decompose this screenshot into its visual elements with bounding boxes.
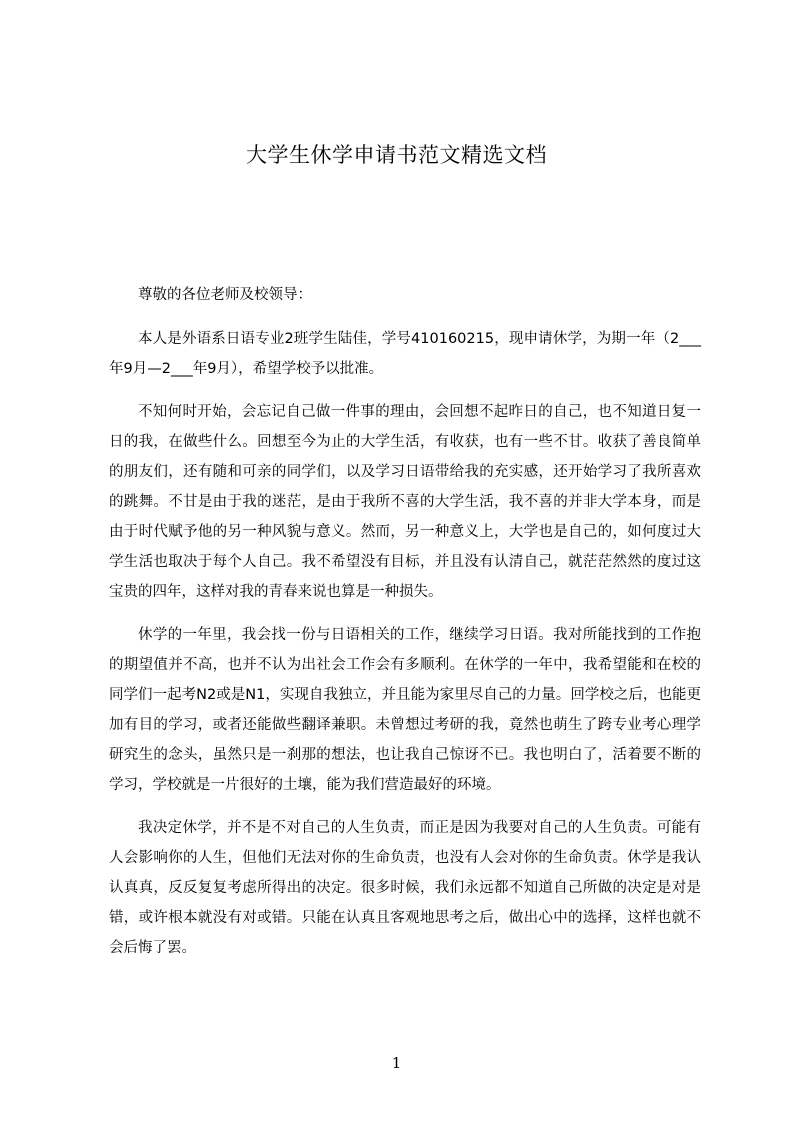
document-title: 大学生休学申请书范文精选文档 [246,143,547,167]
page-number: 1 [391,1054,402,1072]
paragraph-plan: 休学的一年里，我会找一份与日语相关的工作，继续学习日语。我对所能找到的工作抱的期望值并不高，也并不认为出社会工作会有多顺利。在休学的一年中，我希望能和在校的同学们一起考N2或是N1，实现自我独立，并且能为家里尽自己的力量。回学校之后，也能更加有目的学习，或者还能做些翻译兼职。未曾想过考研的我，竟然也萌生了跨专业考心理学研究生的念头，虽然只是一刹那的想法，也让我自己惊讶不已。我也明白了，活着要不断的学习，学校就是一片很好的土壤，能为我们营造最好的环境。 [109,627,701,793]
greeting: 尊敬的各位老师及校领导： [138,287,312,303]
paragraph-application: 本人是外语系日语专业2班学生陆佳，学号410160215，现申请休学，为期一年（2___年9月—2___年9月），希望学校予以批准。 [109,331,701,377]
document-body [109,280,701,976]
paragraph-reason: 不知何时开始，会忘记自己做一件事的理由，会回想不起昨日的自己，也不知道日复一日的我，在做些什么。回想至今为止的大学生活，有收获，也有一些不甘。收获了善良简单的朋友们，还有随和可亲的同学们，以及学习日语带给我的充实感，还开始学习了我所喜欢的跳舞。不甘是由于我的迷茫，是由于我所不喜的大学生活，我不喜的并非大学本身，而是由于时代赋予他的另一种风貌与意义。然而，另一种意义上，大学也是自己的，如何度过大学生活也取决于每个人自己。我不希望没有目标，并且没有认清自己，就茫茫然然的度过这宝贵的四年，这样对我的青春来说也算是一种损失。 [109,404,701,600]
paragraph-decision: 我决定休学，并不是不对自己的人生负责，而正是因为我要对自己的人生负责。可能有人会影响你的人生，但他们无法对你的生命负责，也没有人会对你的生命负责。休学是我认认真真，反反复复考虑所得出的决定。很多时候，我们永远都不知道自己所做的决定是对是错，或许根本就没有对或错。只能在认真且客观地思考之后，做出心中的选择，这样也就不会后悔了罢。 [109,820,701,956]
